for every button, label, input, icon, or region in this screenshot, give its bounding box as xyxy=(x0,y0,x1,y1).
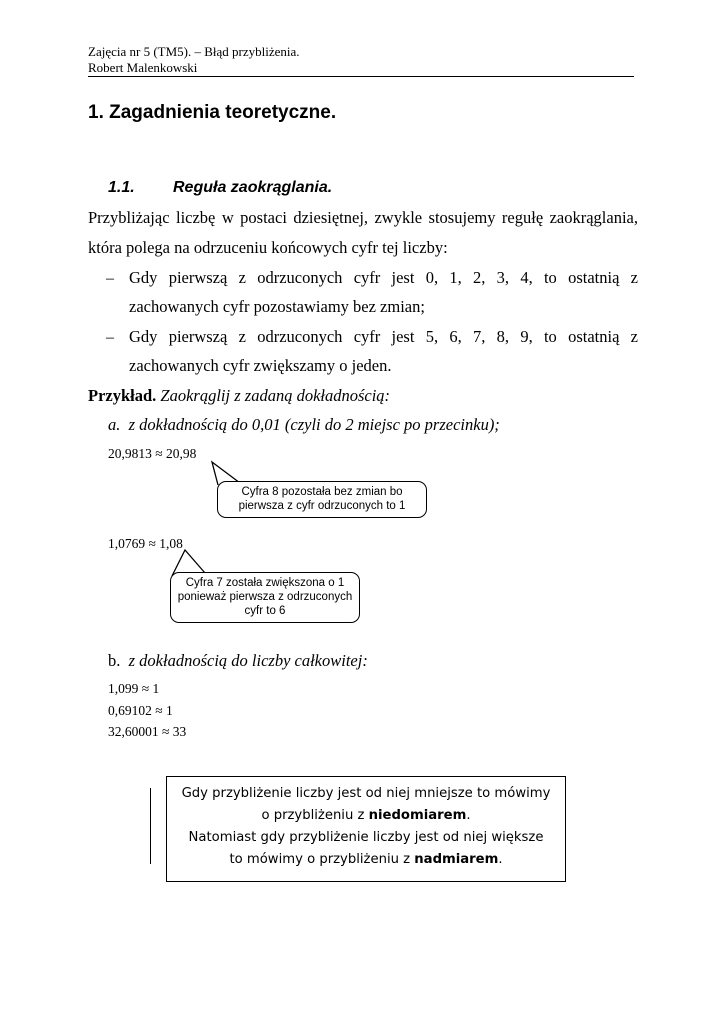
note-line-4-pre: to mówimy o przybliżeniu z xyxy=(229,852,415,867)
callout-1: Cyfra 8 pozostała bez zmian bo pierwsza z cyfr odrzuconych to 1 xyxy=(217,481,427,518)
part-b-expr-1: 1,099 ≈ 1 xyxy=(108,681,160,696)
part-b-text: z dokładnością do liczby całkowitej: xyxy=(128,651,368,670)
callout-2: Cyfra 7 została zwiększona o 1 ponieważ pierwsza z odrzuconych cyfr to 6 xyxy=(170,572,360,623)
rule-2-line-1: Gdy pierwszą z odrzuconych cyfr jest 5, 6, 7, 8, 9, to ostatnią z xyxy=(129,327,638,346)
rule-2-dash: – xyxy=(106,329,114,346)
note-term-niedomiar: niedomiarem xyxy=(368,808,467,823)
note-line-2 xyxy=(167,805,565,827)
note-line-4-post: . xyxy=(498,852,503,867)
part-b-heading xyxy=(108,650,368,672)
subsection-number: 1.1. xyxy=(108,179,135,196)
part-b-expr-2: 0,69102 ≈ 1 xyxy=(108,703,173,718)
intro-line-2: która polega na odrzuceniu końcowych cyfr tej liczby: xyxy=(88,238,448,257)
part-a-expr-1: 20,9813 ≈ 20,98 xyxy=(108,446,197,461)
header-title: Zajęcia nr 5 (TM5). – Błąd przybliżenia. xyxy=(88,44,300,59)
section-heading: 1. Zagadnienia teoretyczne. xyxy=(88,102,337,123)
note-line-2-pre: o przybliżeniu z xyxy=(261,808,369,823)
note-term-nadmiar: nadmiarem xyxy=(414,852,499,867)
example-label: Przykład. xyxy=(88,386,157,405)
part-b-expr-3: 32,60001 ≈ 33 xyxy=(108,724,187,739)
intro-line-1: Przybliżając liczbę w postaci dziesiętnej, zwykle stosujemy regułę zaokrąglania, xyxy=(88,208,638,227)
note-line-2-post: . xyxy=(466,808,471,823)
subsection-title: Reguła zaokrąglania. xyxy=(173,179,333,196)
part-a-expr-2: 1,0769 ≈ 1,08 xyxy=(108,536,183,551)
rule-1-line-2: zachowanych cyfr pozostawiamy bez zmian; xyxy=(129,297,425,316)
definition-note-box xyxy=(166,776,566,882)
part-a-text: z dokładnością do 0,01 (czyli do 2 miejsc po przecinku); xyxy=(128,415,500,434)
note-line-4 xyxy=(167,849,565,871)
rule-2-line-2: zachowanych cyfr zwiększamy o jeden. xyxy=(129,356,392,375)
rule-1-line-1: Gdy pierwszą z odrzuconych cyfr jest 0, 1, 2, 3, 4, to ostatnią z xyxy=(129,268,638,287)
example-instruction: Zaokrąglij z zadaną dokładnością: xyxy=(160,386,391,405)
header-author: Robert Malenkowski xyxy=(88,60,198,75)
part-a-marker: a. xyxy=(108,415,121,434)
note-line-1: Gdy przybliżenie liczby jest od niej mniejsze to mówimy xyxy=(181,786,551,801)
note-line-3: Natomiast gdy przybliżenie liczby jest od niej większe xyxy=(188,830,544,845)
part-b-marker: b. xyxy=(108,651,121,670)
rule-1-dash: – xyxy=(106,270,114,287)
note-side-line xyxy=(150,788,151,864)
